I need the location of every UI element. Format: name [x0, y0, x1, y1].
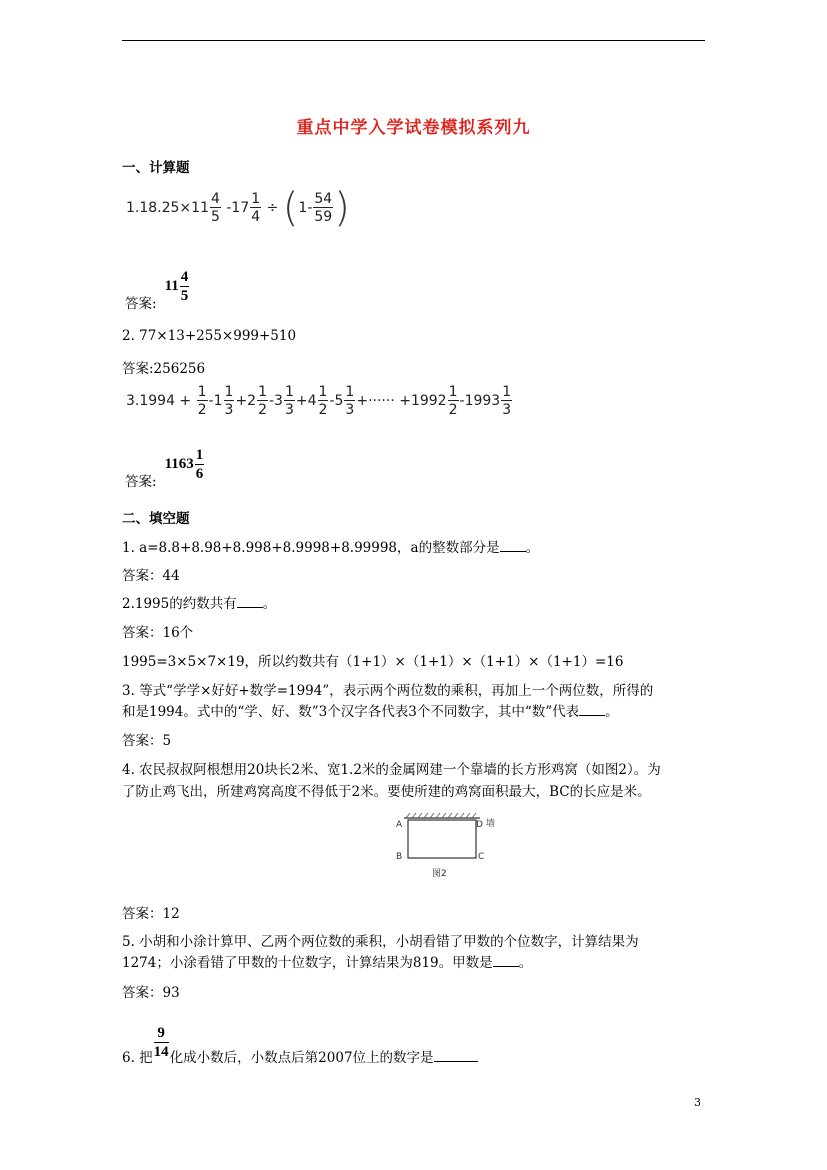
point-b-label: B	[396, 852, 403, 862]
q1-fraction-1: $\frac{4}{5}$	[210, 191, 220, 225]
q1-prefix: 1.18.25×11	[126, 200, 209, 216]
q3-operator: +2	[235, 393, 257, 409]
section-fill-blank-heading: 二、填空题	[122, 511, 190, 527]
answer-blank	[493, 954, 519, 967]
fill-question-1: 1. a=8.8+8.98+8.998+8.9998+8.99998，a的整数部分是 。	[122, 540, 540, 556]
question-3	[126, 385, 513, 417]
fill-answer-1: 答案：44	[122, 568, 180, 584]
fill-answer-2-explanation: 1995=3×5×7×19，所以约数共有（1+1）×（1+1）×（1+1）×（1+1）=16	[122, 654, 624, 670]
point-c-label: C	[478, 852, 485, 862]
q1-mid: -17	[226, 200, 250, 216]
page-number: 3	[694, 1096, 701, 1109]
q3-operator: -1993	[459, 393, 501, 409]
page-title: 重点中学入学试卷模拟系列九	[296, 118, 531, 138]
q3-operator: +4	[295, 393, 317, 409]
header-rule	[122, 40, 705, 41]
q3-operator: -3	[269, 393, 283, 409]
figure-caption: 图2	[432, 869, 447, 879]
answer-blank	[434, 1049, 478, 1062]
q1-fraction-3: $\frac{54}{59}$	[314, 191, 333, 225]
figure-2-chicken-coop	[394, 812, 504, 878]
question-2: 2. 77×13+255×999+510	[122, 328, 297, 344]
q3-operator: -5	[329, 393, 344, 409]
fill-answer-4: 答案：12	[122, 906, 180, 922]
answer-1-mixed-number: 11 $\frac{4}{5}$	[164, 269, 189, 304]
fill-question-2: 2.1995的约数共有 。	[122, 596, 277, 612]
answer-3	[125, 440, 204, 491]
q3-operator: +······ +1992	[356, 393, 447, 409]
q3-fraction: $\frac{1}{2}$	[197, 384, 207, 418]
fill-answer-2: 答案：16个	[122, 625, 194, 641]
question-1	[126, 185, 350, 231]
fill-question-5-line-2: 1274；小涂看错了甲数的十位数字，计算结果为819。甲数是 。	[122, 955, 533, 971]
section-calculation-heading: 一、计算题	[122, 160, 190, 176]
answer-label: 答案:	[125, 474, 157, 491]
q3-prefix: 3.1994 +	[126, 393, 192, 409]
q6-fraction: $\frac{9}{14}$	[153, 1025, 169, 1060]
point-d-label: D	[476, 820, 483, 830]
fill-question-4-line-1: 4. 农民叔叔阿根想用20块长2米、宽1.2米的金属网建一个靠墙的长方形鸡窝（如图2）。为	[122, 762, 661, 778]
q3-fraction: $\frac{1}{2}$	[318, 384, 328, 418]
wall-label: 墙	[486, 819, 496, 829]
fill-question-3-line-1: 3. 等式“学学×好好+数学=1994”，表示两个两位数的乘积，再加上一个两位数，所得的	[122, 683, 654, 699]
fill-question-3-line-2: 和是1994。式中的“学、好、数”3个汉字各代表3个不同数字，其中“数”代表 。	[122, 704, 619, 720]
q3-operator: -1	[208, 393, 223, 409]
fill-question-6: 6. 把 $\frac{9}{14}$ 化成小数后，小数点后第2007位上的数字是	[122, 1016, 478, 1050]
fill-question-5-line-1: 5. 小胡和小涂计算甲、乙两个两位数的乘积，小胡看错了甲数的个位数字，计算结果为	[122, 934, 639, 950]
answer-3-mixed-number: 1163 $\frac{1}{6}$	[164, 447, 204, 482]
q3-fraction: $\frac{1}{3}$	[502, 384, 512, 418]
answer-blank	[237, 595, 263, 608]
answer-1	[125, 262, 189, 313]
fill-answer-5: 答案：93	[122, 985, 180, 1001]
q1-fraction-2: $\frac{1}{4}$	[251, 191, 261, 225]
q3-fraction: $\frac{1}{3}$	[224, 384, 234, 418]
right-paren: )	[334, 185, 350, 231]
q1-paren-inner: 1-	[298, 200, 313, 216]
left-paren: (	[282, 185, 299, 231]
answer-blank	[500, 539, 526, 552]
q3-fraction: $\frac{1}{2}$	[258, 384, 267, 418]
point-a-label: A	[396, 820, 403, 830]
answer-blank	[579, 703, 605, 716]
answer-label: 答案:	[125, 296, 157, 313]
q1-divide: ÷	[266, 200, 279, 216]
q3-fraction: $\frac{1}{3}$	[284, 384, 294, 418]
fill-question-4-line-2: 了防止鸡飞出，所建鸡窝高度不得低于2米。要使所建的鸡窝面积最大，BC的长应是米。	[122, 784, 651, 800]
q3-fraction: $\frac{1}{2}$	[448, 384, 458, 418]
q3-fraction: $\frac{1}{3}$	[345, 384, 355, 418]
fill-answer-3: 答案：5	[122, 733, 172, 749]
answer-2: 答案:256256	[122, 361, 206, 377]
